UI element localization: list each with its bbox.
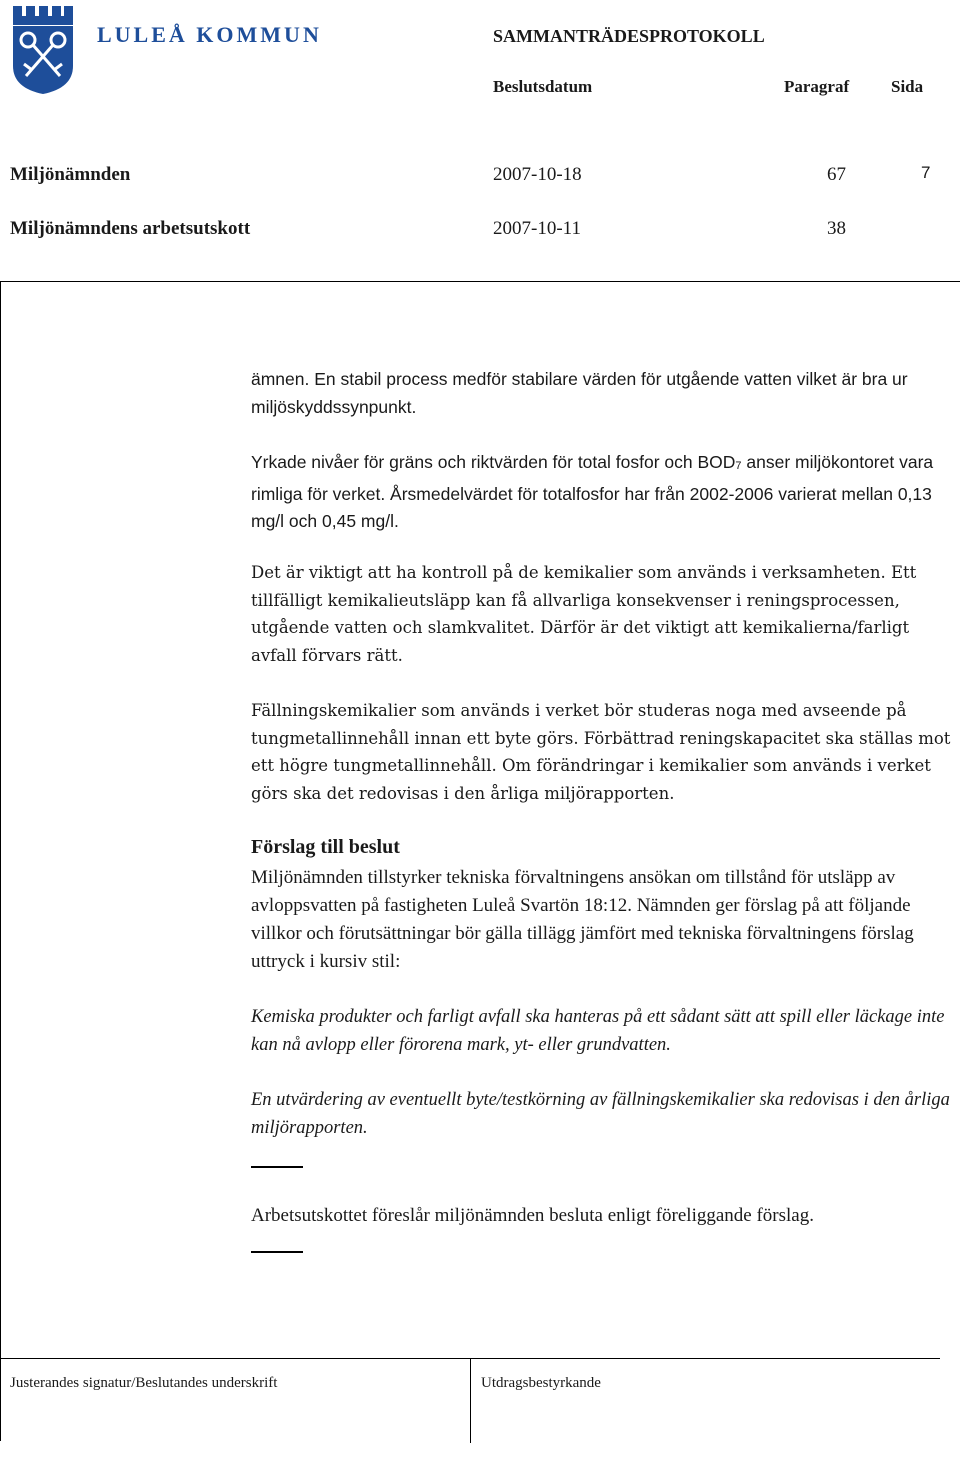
paragraph-committee-proposal: Arbetsutskottet föreslår miljönämnden besluta enligt föreliggande förslag. xyxy=(251,1205,814,1226)
footer-signature-label: Justerandes signatur/Beslutandes underskrift xyxy=(10,1375,278,1391)
meeting-body-2: Miljönämndens arbetsutskott xyxy=(10,218,251,239)
meeting-body-1: Miljönämnden xyxy=(10,164,131,185)
section-heading: Förslag till beslut xyxy=(251,836,400,858)
meeting-paragraph-2: 38 xyxy=(827,218,846,239)
paragraph-levels xyxy=(251,449,956,536)
meeting-date-2: 2007-10-11 xyxy=(493,218,581,239)
paragraph-chemical-control: Det är viktigt att ha kontroll på de kemikalier som används i verksamheten. Ett tillfälligt kemikalieutsläpp kan få allvarliga konsekvenser i reningsprocessen, utgående vatten och slamkvalitet. Därför är det viktigt att kemikalierna/farligt avfall förvars rätt. xyxy=(251,563,917,665)
separator-line-1 xyxy=(251,1166,303,1168)
condition-chemicals-handling: Kemiska produkter och farligt avfall ska hanteras på ett sådant sätt att spill eller läckage inte kan nå avlopp eller förorena mark, yt- eller grundvatten. xyxy=(251,1007,945,1055)
column-header-paragraph: Paragraf xyxy=(784,77,850,96)
paragraph-levels-part-b: anser miljökontoret vara rimliga för verket. Årsmedelvärdet för totalfosfor har från 2002-2006 varierat mellan 0,13 mg/l och 0,45 mg/l. xyxy=(251,452,934,531)
meeting-date-1: 2007-10-18 xyxy=(493,164,582,185)
content-frame-left xyxy=(0,281,1,1441)
footer-certification-label: Utdragsbestyrkande xyxy=(481,1375,601,1391)
paragraph-process-stability: ämnen. En stabil process medför stabilare värden för utgående vatten vilket är bra ur miljöskyddssynpunkt. xyxy=(251,369,908,417)
footer-divider xyxy=(470,1358,471,1443)
bod-subscript: 7 xyxy=(735,460,742,472)
meeting-paragraph-1: 67 xyxy=(827,164,846,185)
column-header-date: Beslutsdatum xyxy=(493,77,593,96)
document-type: SAMMANTRÄDESPROTOKOLL xyxy=(493,26,765,46)
municipality-coat-of-arms-logo xyxy=(10,4,76,96)
condition-evaluation: En utvärdering av eventuellt byte/testkörning av fällningskemikalier ska redovisas i den årliga miljörapporten. xyxy=(251,1090,950,1138)
page-number: 7 xyxy=(921,163,931,182)
separator-line-2 xyxy=(251,1251,303,1253)
paragraph-proposal: Miljönämnden tillstyrker tekniska förvaltningens ansökan om tillstånd för utsläpp av avloppsvatten på fastigheten Luleå Svartön 18:12. Nämnden ger förslag på att följande villkor och förutsättningar bör gälla tillägg jämfört med tekniska förvaltningens förslag uttryck i kursiv stil: xyxy=(251,867,914,972)
organization-name: LULEÅ KOMMUN xyxy=(97,22,322,47)
content-frame-top xyxy=(0,281,960,282)
column-header-page: Sida xyxy=(891,77,924,96)
paragraph-levels-part-a: Yrkade nivåer för gräns och riktvärden för total fosfor och BOD xyxy=(251,452,736,472)
paragraph-precipitation-chemicals: Fällningskemikalier som används i verket bör studeras noga med avseende på tungmetallinnehåll innan ett byte görs. Förbättrad reningskapacitet ska ställas mot ett högre tungmetallinnehåll. Om förändringar i kemikalier som används i verket görs ska det redovisas i den årliga miljörapporten. xyxy=(251,701,951,803)
